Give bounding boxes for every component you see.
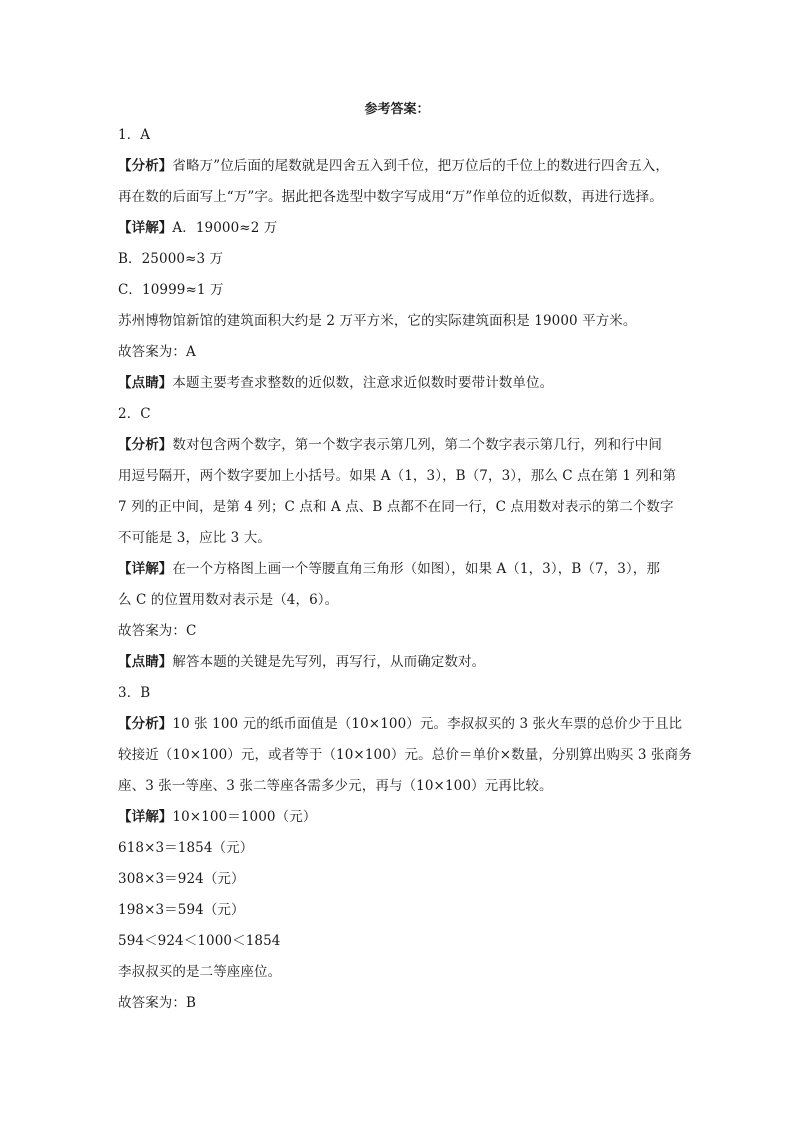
line-text: 10 张 100 元的纸币面值是（10×100）元。李叔叔买的 3 张火车票的总价少于且比 <box>172 716 683 732</box>
answer-line <box>118 430 680 461</box>
answer-line <box>118 864 680 895</box>
answer-line <box>118 895 680 926</box>
line-text: 苏州博物馆新馆的建筑面积大约是 2 万平方米，它的实际建筑面积是 19000 平方米。 <box>118 313 637 329</box>
line-text: 再在数的后面写上“万”字。据此把各选型中数字写成用“万”作单位的近似数，再进行选择。 <box>118 189 663 205</box>
answer-line <box>118 523 680 554</box>
section-tag: 【分析】 <box>118 716 173 732</box>
line-text: 在一个方格图上画一个等腰直角三角形（如图），如果 A（1，3），B（7，3），那 <box>172 561 660 577</box>
answer-line <box>118 554 680 585</box>
answer-line <box>118 182 680 213</box>
answer-content <box>118 120 692 1019</box>
line-text: 座、3 张一等座、3 张二等座各需多少元，再与（10×100）元再比较。 <box>118 778 553 794</box>
answer-line <box>118 802 680 833</box>
answer-line <box>118 244 680 275</box>
line-text: 数对包含两个数字，第一个数字表示第几列，第二个数字表示第几行，列和行中间 <box>172 437 663 453</box>
section-tag: 【分析】 <box>118 158 173 174</box>
section-tag: 【详解】 <box>118 561 173 577</box>
line-text: A．19000≈2 万 <box>172 220 278 236</box>
line-text: 么 C 的位置用数对表示是（4，6）。 <box>118 592 339 608</box>
answer-line <box>118 709 683 740</box>
answer-line <box>118 399 680 430</box>
page-title: 参考答案： <box>364 102 430 117</box>
answer-line <box>118 771 680 802</box>
answer-line <box>118 492 680 523</box>
line-text: 1．A <box>118 127 151 143</box>
line-text: 10×100＝1000（元） <box>172 809 317 825</box>
answer-line <box>118 120 680 151</box>
answer-line <box>118 213 680 244</box>
answer-line <box>118 988 680 1019</box>
line-text: 618×3＝1854（元） <box>118 840 254 856</box>
line-text: 594＜924＜1000＜1854 <box>118 933 281 949</box>
answer-line <box>118 585 680 616</box>
answer-line <box>118 275 680 306</box>
line-text: 较接近（10×100）元，或者等于（10×100）元。总价＝单价×数量，分别算出购买 3 张商务 <box>118 747 692 763</box>
line-text: 解答本题的关键是先写列，再写行，从而确定数对。 <box>172 654 486 670</box>
section-tag: 【点睛】 <box>118 375 173 391</box>
line-text: 308×3＝924（元） <box>118 871 245 887</box>
line-text: 故答案为：A <box>118 344 196 360</box>
answer-line <box>118 461 680 492</box>
answer-line <box>118 616 680 647</box>
answer-line <box>118 957 680 988</box>
answer-line <box>118 306 680 337</box>
line-text: 故答案为：B <box>118 995 197 1011</box>
line-text: 2．C <box>118 406 151 422</box>
answer-line <box>118 926 680 957</box>
section-tag: 【详解】 <box>118 809 173 825</box>
answer-line <box>118 337 680 368</box>
answer-line <box>118 647 680 678</box>
answer-line <box>118 368 680 399</box>
line-text: 李叔叔买的是二等座座位。 <box>118 964 282 980</box>
section-tag: 【点睛】 <box>118 654 173 670</box>
line-text: 198×3＝594（元） <box>118 902 245 918</box>
line-text: B．25000≈3 万 <box>118 251 224 267</box>
line-text: 7 列的正中间，是第 4 列；C 点和 A 点、B 点都不在同一行，C 点用数对表示的第二个数字 <box>118 499 674 515</box>
answer-line <box>118 833 680 864</box>
answer-line <box>118 740 692 771</box>
line-text: 故答案为：C <box>118 623 197 639</box>
line-text: 用逗号隔开，两个数字要加上小括号。如果 A（1，3），B（7，3），那么 C 点在第 1 列和第 <box>118 468 677 484</box>
line-text: 不可能是 3，应比 3 大。 <box>118 530 271 546</box>
answer-line <box>118 678 680 709</box>
answer-line <box>118 151 680 182</box>
section-tag: 【详解】 <box>118 220 173 236</box>
line-text: 3．B <box>118 685 151 701</box>
line-text: C．10999≈1 万 <box>118 282 224 298</box>
section-tag: 【分析】 <box>118 437 173 453</box>
line-text: 本题主要考查求整数的近似数，注意求近似数时要带计数单位。 <box>172 375 554 391</box>
line-text: 省略万”位后面的尾数就是四舍五入到千位，把万位后的千位上的数进行四舍五入， <box>172 158 670 174</box>
